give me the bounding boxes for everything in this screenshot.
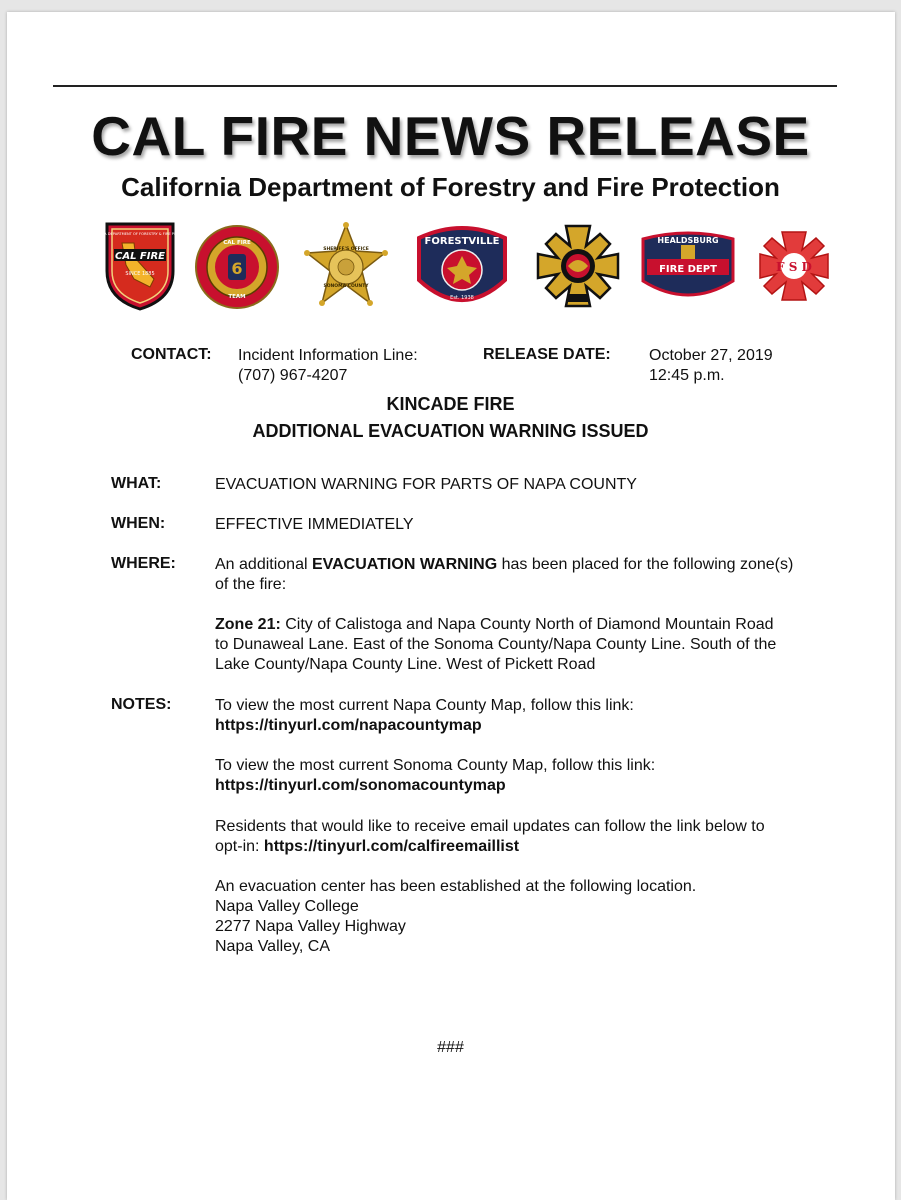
sheriff-top-text: SHERIFF'S OFFICE	[323, 247, 369, 252]
zone-text: City of Calistoga and Napa County North of Diamond Mountain Road to Dunaweal Lane. East of the Sonoma County/Napa County Line. South of the Lake County/Napa County Line. West of Pickett Road	[215, 616, 777, 673]
where-pre: An additional	[215, 556, 312, 573]
calfire-top-text: CALIFORNIA DEPARTMENT OF FORESTRY & FIRE PROTECTION	[84, 232, 196, 236]
team6-logo	[194, 224, 280, 310]
evac-center-name: Napa Valley College	[215, 898, 359, 915]
fsd-red-cross-logo	[758, 230, 830, 302]
contact-line: Incident Information Line:	[238, 347, 418, 364]
top-rule	[53, 85, 837, 87]
healdsburg-logo	[641, 231, 735, 303]
sonoma-map-link[interactable]: https://tinyurl.com/sonomacountymap	[215, 777, 506, 794]
healdsburg-name-text: HEALDSBURG	[657, 236, 719, 245]
page-title: CAL FIRE NEWS RELEASE	[91, 105, 810, 167]
where-bold: EVACUATION WARNING	[311, 556, 498, 573]
team-label-text: TEAM	[228, 294, 246, 300]
page-subtitle: California Department of Forestry and Fire Protection	[121, 172, 780, 202]
team-number-text: 6	[231, 259, 243, 278]
what-text: EVACUATION WARNING FOR PARTS OF NAPA COUNTY	[215, 476, 637, 493]
sfd-cross-logo	[536, 224, 620, 308]
when-text: EFFECTIVE IMMEDIATELY	[215, 516, 414, 533]
where-post: has been placed for the following zone(s) of the fire:	[215, 556, 794, 593]
where-label: WHERE:	[111, 555, 176, 572]
sheriff-star-logo	[303, 223, 389, 309]
napa-map-text: To view the most current Napa County Map, follow this link:	[215, 697, 634, 714]
forestville-name-text: FORESTVILLE	[424, 236, 500, 247]
team-name-text: CAL FIRE	[223, 240, 251, 246]
zone-description	[215, 615, 790, 675]
what-label: WHAT:	[111, 475, 162, 492]
headline-fire-name: KINCADE FIRE	[386, 394, 515, 414]
forestville-est-text: Est. 1938	[450, 295, 474, 301]
email-updates-text	[215, 817, 775, 857]
end-mark: ###	[437, 1039, 464, 1056]
contact-label: CONTACT:	[131, 346, 212, 363]
when-label: WHEN:	[111, 515, 166, 532]
release-time: 12:45 p.m.	[649, 367, 725, 384]
release-date: October 27, 2019	[649, 347, 773, 364]
where-text	[215, 555, 795, 595]
evac-center-text: An evacuation center has been established at the following location.	[215, 878, 697, 895]
calfire-since-text: SINCE 1885	[125, 271, 155, 277]
release-date-label: RELEASE DATE:	[483, 346, 611, 363]
napa-map-link[interactable]: https://tinyurl.com/napacountymap	[215, 717, 482, 734]
healdsburg-dept-text: FIRE DEPT	[659, 264, 717, 275]
calfire-name-text: CAL FIRE	[114, 251, 166, 262]
headline-warning: ADDITIONAL EVACUATION WARNING ISSUED	[252, 421, 649, 441]
email-text: Residents that would like to receive email updates can follow the link below to opt-in:	[215, 818, 765, 855]
zone-label: Zone 21:	[215, 616, 281, 633]
notes-label: NOTES:	[111, 696, 172, 713]
calfire-logo	[84, 221, 196, 311]
evac-center-street: 2277 Napa Valley Highway	[215, 918, 406, 935]
sonoma-map-text: To view the most current Sonoma County Map, follow this link:	[215, 757, 656, 774]
evac-center-city: Napa Valley, CA	[215, 938, 331, 955]
email-list-link[interactable]: https://tinyurl.com/calfireemaillist	[263, 838, 520, 855]
contact-phone: (707) 967-4207	[238, 367, 348, 384]
fsd-letters-text: F S D	[776, 260, 812, 274]
forestville-logo	[415, 224, 509, 310]
sheriff-bottom-text: SONOMA COUNTY	[323, 284, 369, 289]
